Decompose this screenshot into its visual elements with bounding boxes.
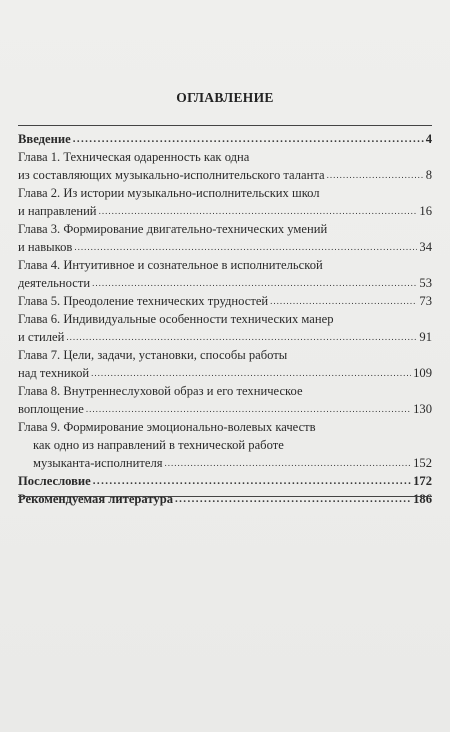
toc-entry xyxy=(18,490,432,508)
toc-entry-text: и навыков xyxy=(18,240,73,254)
toc-entry-line xyxy=(18,184,432,202)
toc-entry-text: Глава 2. Из истории музыкально-исполнительских школ xyxy=(18,186,320,200)
toc-page-number: 130 xyxy=(413,402,432,416)
toc-page-number: 8 xyxy=(425,168,432,182)
toc-entry-line xyxy=(18,454,432,472)
toc-entry xyxy=(18,382,432,418)
toc-entry xyxy=(18,130,432,148)
dot-leader xyxy=(165,453,412,472)
toc-entry-text: воплощение xyxy=(18,402,84,416)
toc-page-number: 53 xyxy=(419,276,432,290)
toc-entry-line xyxy=(18,310,432,328)
toc-entry-text: Глава 1. Техническая одаренность как одна xyxy=(18,150,250,164)
toc-entry-line xyxy=(18,238,432,256)
dot-leader xyxy=(270,291,417,310)
toc-entry xyxy=(18,220,432,256)
bottom-rule xyxy=(18,496,432,497)
toc-page-number: 4 xyxy=(425,132,432,146)
dot-leader xyxy=(93,471,411,490)
toc-entry-line xyxy=(18,346,432,364)
page-title: ОГЛАВЛЕНИЕ xyxy=(176,90,274,105)
toc-entry-text: Глава 5. Преодоление технических трудностей xyxy=(18,294,269,308)
dot-leader xyxy=(86,399,411,418)
toc-entry-text: Глава 7. Цели, задачи, установки, способы работы xyxy=(18,348,288,362)
toc-entry-text: Глава 3. Формирование двигательно-технических умений xyxy=(18,222,328,236)
toc-entry-line xyxy=(18,400,432,418)
toc-page-number: 152 xyxy=(413,456,432,470)
dot-leader xyxy=(91,363,411,382)
toc-entry-line xyxy=(18,382,432,400)
toc-entry xyxy=(18,292,432,310)
toc-entry-text: Глава 8. Внутреннеслуховой образ и его техническое xyxy=(18,384,303,398)
table-of-contents xyxy=(18,130,432,508)
toc-entry-line xyxy=(18,436,432,454)
toc-entry-text: Введение xyxy=(18,132,71,146)
dot-leader xyxy=(66,327,417,346)
toc-page-number: 186 xyxy=(413,492,432,506)
toc-page-number: 16 xyxy=(419,204,432,218)
dot-leader xyxy=(99,201,418,220)
toc-entry-text: Глава 6. Индивидуальные особенности технических манер xyxy=(18,312,334,326)
toc-entry-text: Глава 9. Формирование эмоционально-волевых качеств xyxy=(18,420,316,434)
toc-page-number: 109 xyxy=(413,366,432,380)
toc-entry xyxy=(18,472,432,490)
toc-entry-text: и стилей xyxy=(18,330,65,344)
toc-entry xyxy=(18,148,432,184)
toc-entry-text: деятельности xyxy=(18,276,91,290)
toc-entry-line xyxy=(18,166,432,184)
toc-entry-text: над техникой xyxy=(18,366,90,380)
toc-entry-text: из составляющих музыкально-исполнительского таланта xyxy=(18,168,325,182)
toc-entry-text: Послесловие xyxy=(18,474,91,488)
toc-entry xyxy=(18,346,432,382)
toc-entry-line xyxy=(18,220,432,238)
toc-entry-line xyxy=(18,490,432,508)
toc-entry-line xyxy=(18,130,432,148)
toc-entry-line xyxy=(18,256,432,274)
toc-entry-text: и направлений xyxy=(18,204,97,218)
top-rule xyxy=(18,125,432,126)
toc-page-number: 73 xyxy=(419,294,432,308)
toc-entry-line xyxy=(18,328,432,346)
dot-leader xyxy=(73,129,424,148)
toc-page-number: 91 xyxy=(419,330,432,344)
toc-page-number: 172 xyxy=(413,474,432,488)
dot-leader xyxy=(175,489,411,508)
dot-leader xyxy=(327,165,424,184)
toc-entry xyxy=(18,184,432,220)
dot-leader xyxy=(74,237,417,256)
toc-entry-line xyxy=(18,274,432,292)
toc-entry-text: Рекомендуемая литература xyxy=(18,492,173,506)
toc-entry-line xyxy=(18,292,432,310)
toc-entry-text: Глава 4. Интуитивное и сознательное в исполнительской xyxy=(18,258,323,272)
toc-page-number: 34 xyxy=(419,240,432,254)
toc-entry-line xyxy=(18,364,432,382)
toc-entry xyxy=(18,418,432,472)
toc-entry xyxy=(18,310,432,346)
toc-entry-text: как одно из направлений в технической работе xyxy=(33,438,284,452)
toc-entry-text: музыканта-исполнителя xyxy=(33,456,163,470)
toc-entry-line xyxy=(18,418,432,436)
dot-leader xyxy=(92,273,417,292)
toc-entry-line xyxy=(18,472,432,490)
toc-entry-line xyxy=(18,202,432,220)
toc-entry-line xyxy=(18,148,432,166)
toc-entry xyxy=(18,256,432,292)
